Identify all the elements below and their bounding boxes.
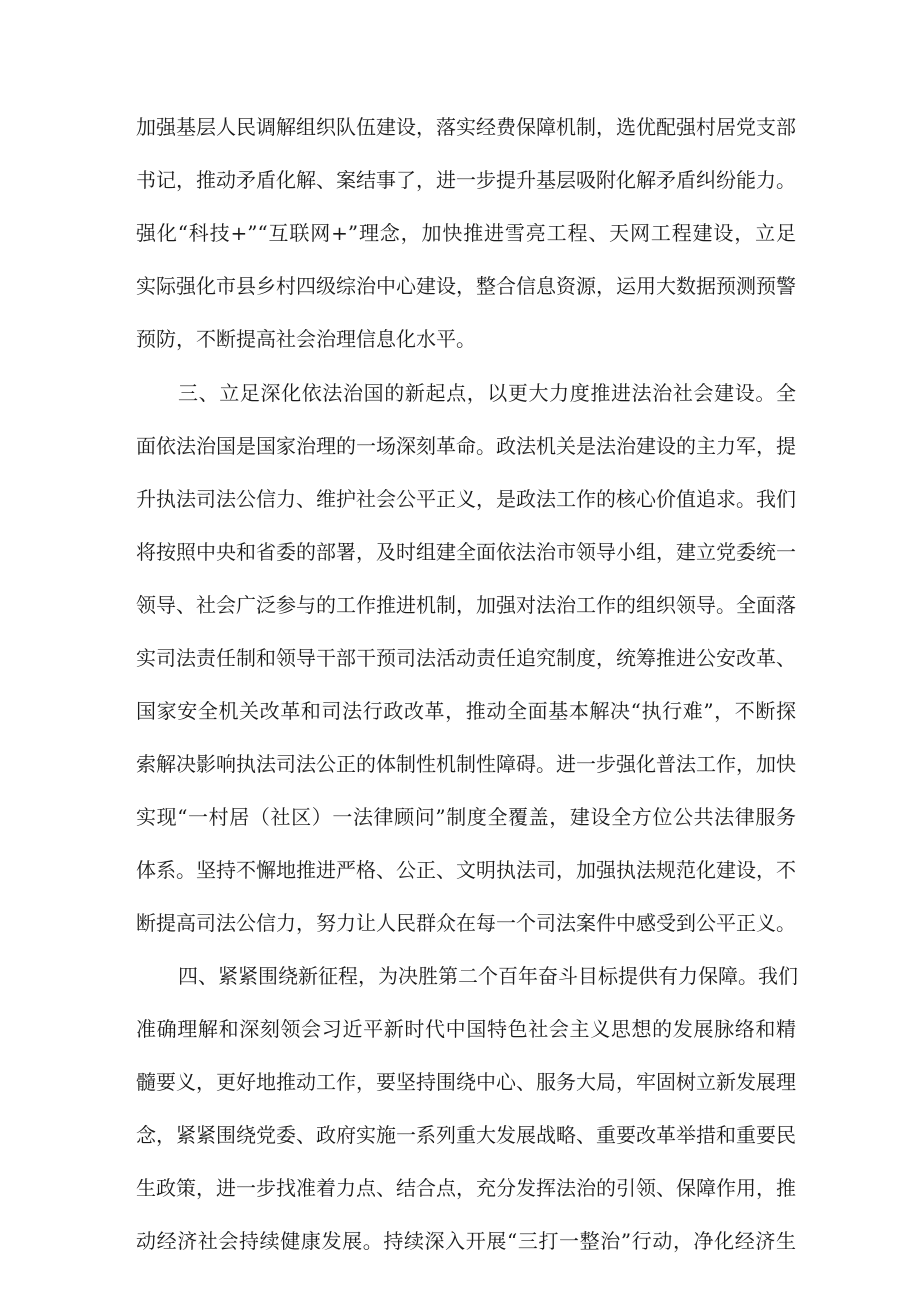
text-line: 强化“科技+”“互联网+”理念，加快推进雪亮工程、天网工程建设，立足: [136, 221, 796, 245]
text-line: 面依法治国是国家治理的一场深刻革命。政法机关是法治建设的主力军，提: [136, 434, 796, 458]
text-line: 念，紧紧围绕党委、政府实施一系列重大发展战略、重要改革举措和重要民: [136, 1123, 796, 1147]
text-line: 书记，推动矛盾化解、案结事了，进一步提升基层吸附化解矛盾纠纷能力。: [136, 168, 796, 192]
text-line: 升执法司法公信力、维护社会公平正义，是政法工作的核心价值追求。我们: [136, 487, 796, 511]
text-line: 髓要义，更好地推动工作，要坚持围绕中心、服务大局，牢固树立新发展理: [136, 1070, 796, 1094]
text-line: 加强基层人民调解组织队伍建设，落实经费保障机制，选优配强村居党支部: [136, 115, 796, 139]
text-line: 体系。坚持不懈地推进严格、公正、文明执法司，加强执法规范化建设，不: [136, 858, 796, 882]
text-line: 准确理解和深刻领会习近平新时代中国特色社会主义思想的发展脉络和精: [136, 1017, 796, 1041]
text-line: 预防，不断提高社会治理信息化水平。: [136, 327, 476, 351]
text-line: 断提高司法公信力，努力让人民群众在每一个司法案件中感受到公平正义。: [136, 911, 796, 935]
text-line: 将按照中央和省委的部署，及时组建全面依法治市领导小组，建立党委统一: [136, 540, 796, 564]
text-line: 生政策，进一步找准着力点、结合点，充分发挥法治的引领、保障作用，推: [136, 1176, 796, 1200]
text-line: 实现“一村居（社区）一法律顾问”制度全覆盖，建设全方位公共法律服务: [136, 805, 796, 829]
text-line: 国家安全机关改革和司法行政改革，推动全面基本解决“执行难”，不断探: [136, 699, 796, 723]
text-line: 领导、社会广泛参与的工作推进机制，加强对法治工作的组织领导。全面落: [136, 593, 796, 617]
text-line: 四、紧紧围绕新征程，为决胜第二个百年奋斗目标提供有力保障。我们: [178, 964, 798, 988]
text-line: 动经济社会持续健康发展。持续深入开展“三打一整治”行动，净化经济生: [136, 1229, 796, 1253]
text-line: 索解决影响执法司法公正的体制性机制性障碍。进一步强化普法工作，加快: [136, 752, 796, 776]
text-line: 三、立足深化依法治国的新起点，以更大力度推进法治社会建设。全: [178, 381, 796, 405]
text-line: 实司法责任制和领导干部干预司法活动责任追究制度，统筹推进公安改革、: [136, 646, 796, 670]
text-line: 实际强化市县乡村四级综治中心建设，整合信息资源，运用大数据预测预警: [136, 274, 796, 298]
